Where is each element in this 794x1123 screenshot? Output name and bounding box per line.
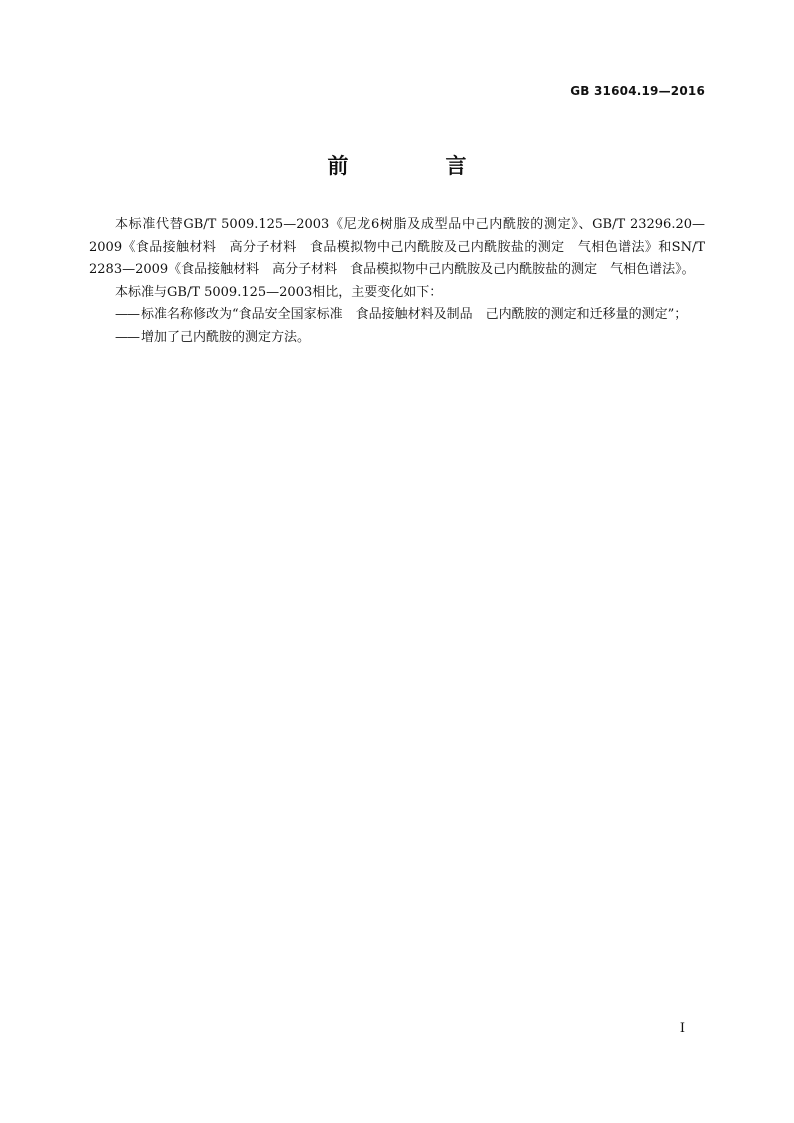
change-text: 增加了己内酰胺的测定方法。	[141, 329, 311, 345]
standard-code: GB 31604.19—2016	[570, 84, 705, 98]
change-item-title	[89, 304, 705, 327]
foreword-body	[89, 214, 705, 349]
comparison-paragraph: 本标准与GB/T 5009.125—2003相比，主要变化如下：	[115, 284, 443, 300]
change-text: 标准名称修改为“食品安全国家标准 食品接触材料及制品 己内酰胺的测定和迁移量的测定”；	[141, 307, 688, 322]
dash-marker: ——	[115, 329, 139, 345]
change-item-method	[89, 327, 705, 350]
dash-marker: ——	[115, 307, 139, 322]
replacement-paragraph: 本标准代替GB/T 5009.125—2003《尼龙6树脂及成型品中己内酰胺的测定》、GB/T 23296.20—2009《食品接触材料 高分子材料 食品模拟物中己内酰胺及己内酰胺盐的测定 气相色谱法》和SN/T 2283—2009《食品接触材料 高分子材料 食品模拟物中己内酰胺及己内酰胺盐的测定 气相色谱法》。	[89, 217, 705, 277]
page-title: 前 言	[327, 154, 505, 178]
page-number: I	[679, 1021, 685, 1036]
